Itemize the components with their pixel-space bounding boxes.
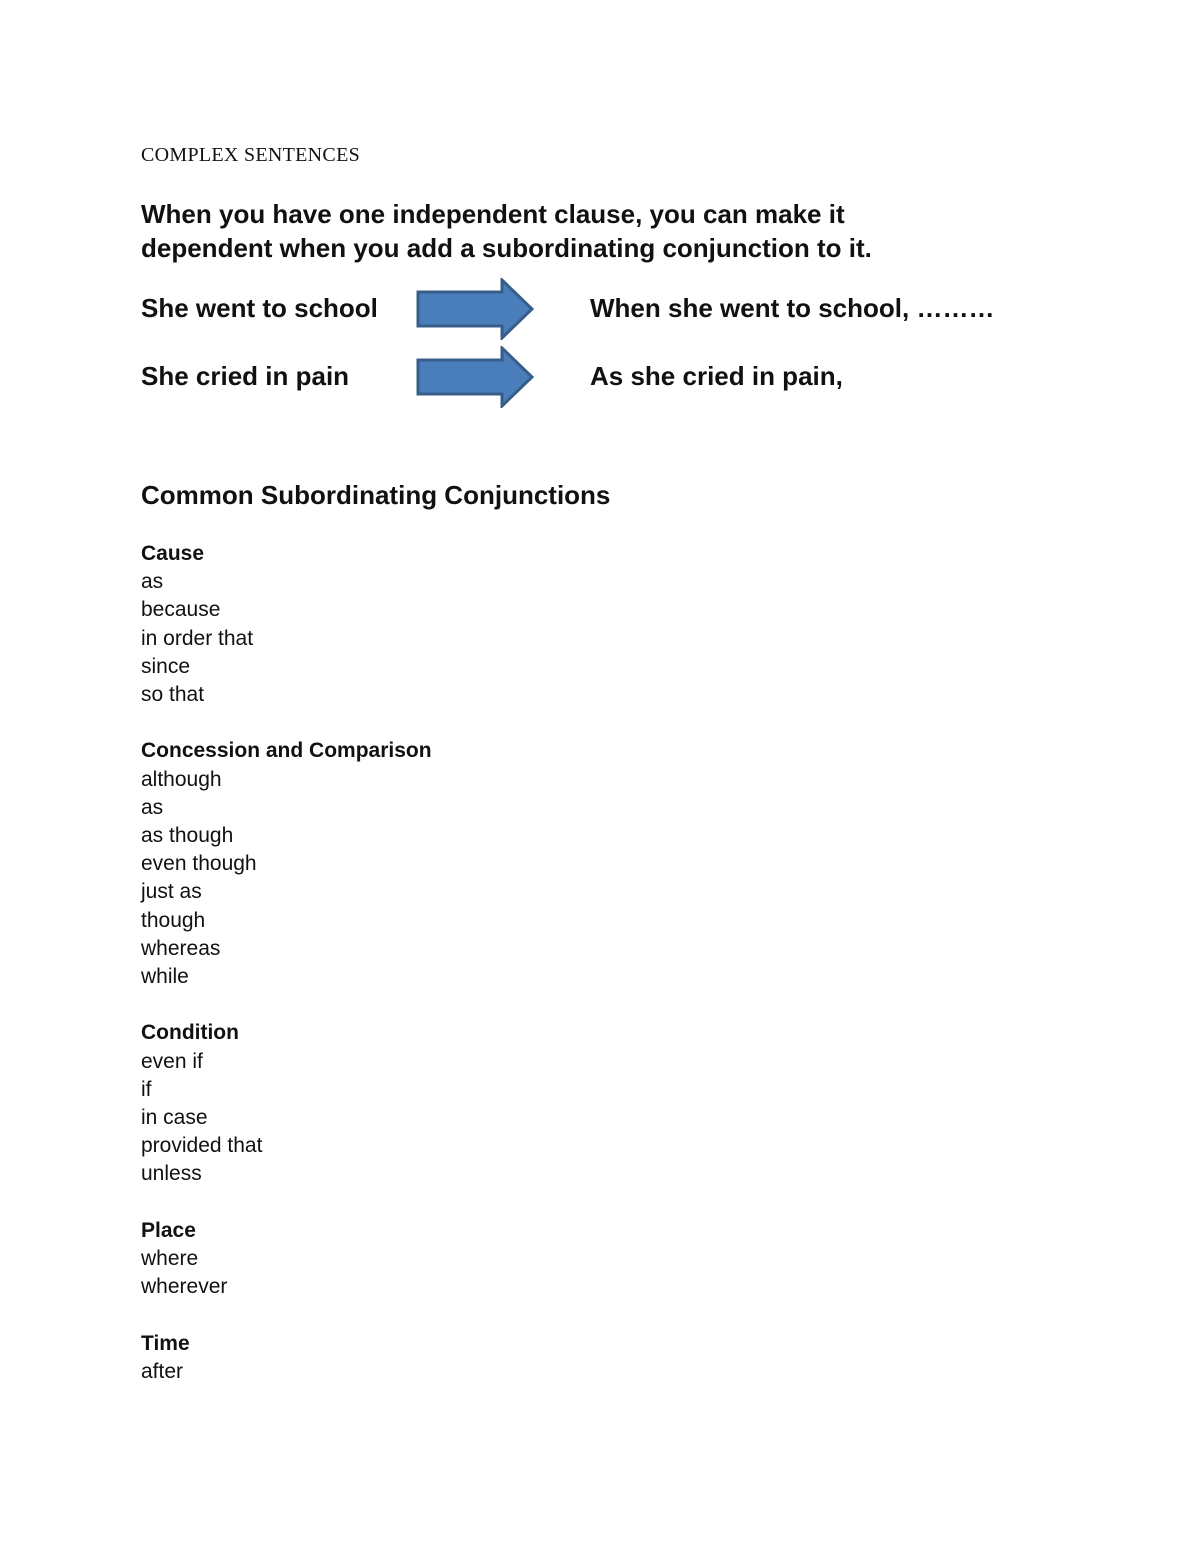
category-condition bbox=[141, 1019, 741, 1188]
category-title: Concession and Comparison bbox=[141, 739, 432, 763]
category-title: Cause bbox=[141, 542, 205, 565]
category-concession-and-comparison bbox=[141, 737, 741, 991]
example-row-2 bbox=[141, 346, 1081, 408]
conjunction-item: as bbox=[141, 795, 164, 819]
conjunction-item: whereas bbox=[141, 936, 221, 960]
conjunction-item: in order that bbox=[141, 626, 254, 650]
conjunction-item: provided that bbox=[141, 1134, 263, 1158]
conjunction-item: so that bbox=[141, 683, 205, 707]
right-arrow-icon bbox=[416, 278, 536, 340]
conjunction-item: after bbox=[141, 1359, 184, 1383]
category-title: Place bbox=[141, 1218, 196, 1242]
dependent-clause: As she cried in pain, bbox=[590, 361, 843, 391]
document-title: COMPLEX SENTENCES bbox=[141, 144, 361, 166]
category-title: Time bbox=[141, 1331, 190, 1355]
conjunction-item: although bbox=[141, 767, 222, 791]
intro-paragraph bbox=[141, 197, 1041, 265]
independent-clause: She cried in pain bbox=[141, 361, 350, 391]
conjunction-item: where bbox=[141, 1247, 199, 1271]
category-time bbox=[141, 1330, 741, 1386]
conjunction-item: while bbox=[141, 965, 189, 989]
section-heading: Common Subordinating Conjunctions bbox=[141, 480, 611, 510]
category-place bbox=[141, 1217, 741, 1302]
category-title: Condition bbox=[141, 1021, 239, 1045]
intro-line-2: dependent when you add a subordinating conjunction to it. bbox=[141, 233, 872, 263]
conjunction-item: even if bbox=[141, 1049, 203, 1073]
conjunction-categories bbox=[141, 540, 741, 1414]
conjunction-item: as though bbox=[141, 824, 234, 848]
independent-clause: She went to school bbox=[141, 293, 378, 323]
conjunction-item: even though bbox=[141, 852, 257, 876]
dependent-clause: When she went to school, ……… bbox=[590, 293, 995, 323]
category-cause bbox=[141, 540, 741, 709]
conjunction-item: just as bbox=[141, 880, 202, 904]
conjunction-item: in case bbox=[141, 1106, 208, 1130]
conjunction-item: if bbox=[141, 1077, 152, 1101]
conjunction-item: wherever bbox=[141, 1275, 228, 1299]
intro-line-1: When you have one independent clause, you can make it bbox=[141, 199, 845, 229]
conjunction-item: because bbox=[141, 598, 221, 622]
example-row-1 bbox=[141, 278, 1081, 340]
conjunction-item: as bbox=[141, 570, 164, 594]
conjunction-item: since bbox=[141, 654, 191, 678]
conjunction-item: unless bbox=[141, 1162, 202, 1186]
right-arrow-icon bbox=[416, 346, 536, 408]
conjunction-item: though bbox=[141, 908, 206, 932]
